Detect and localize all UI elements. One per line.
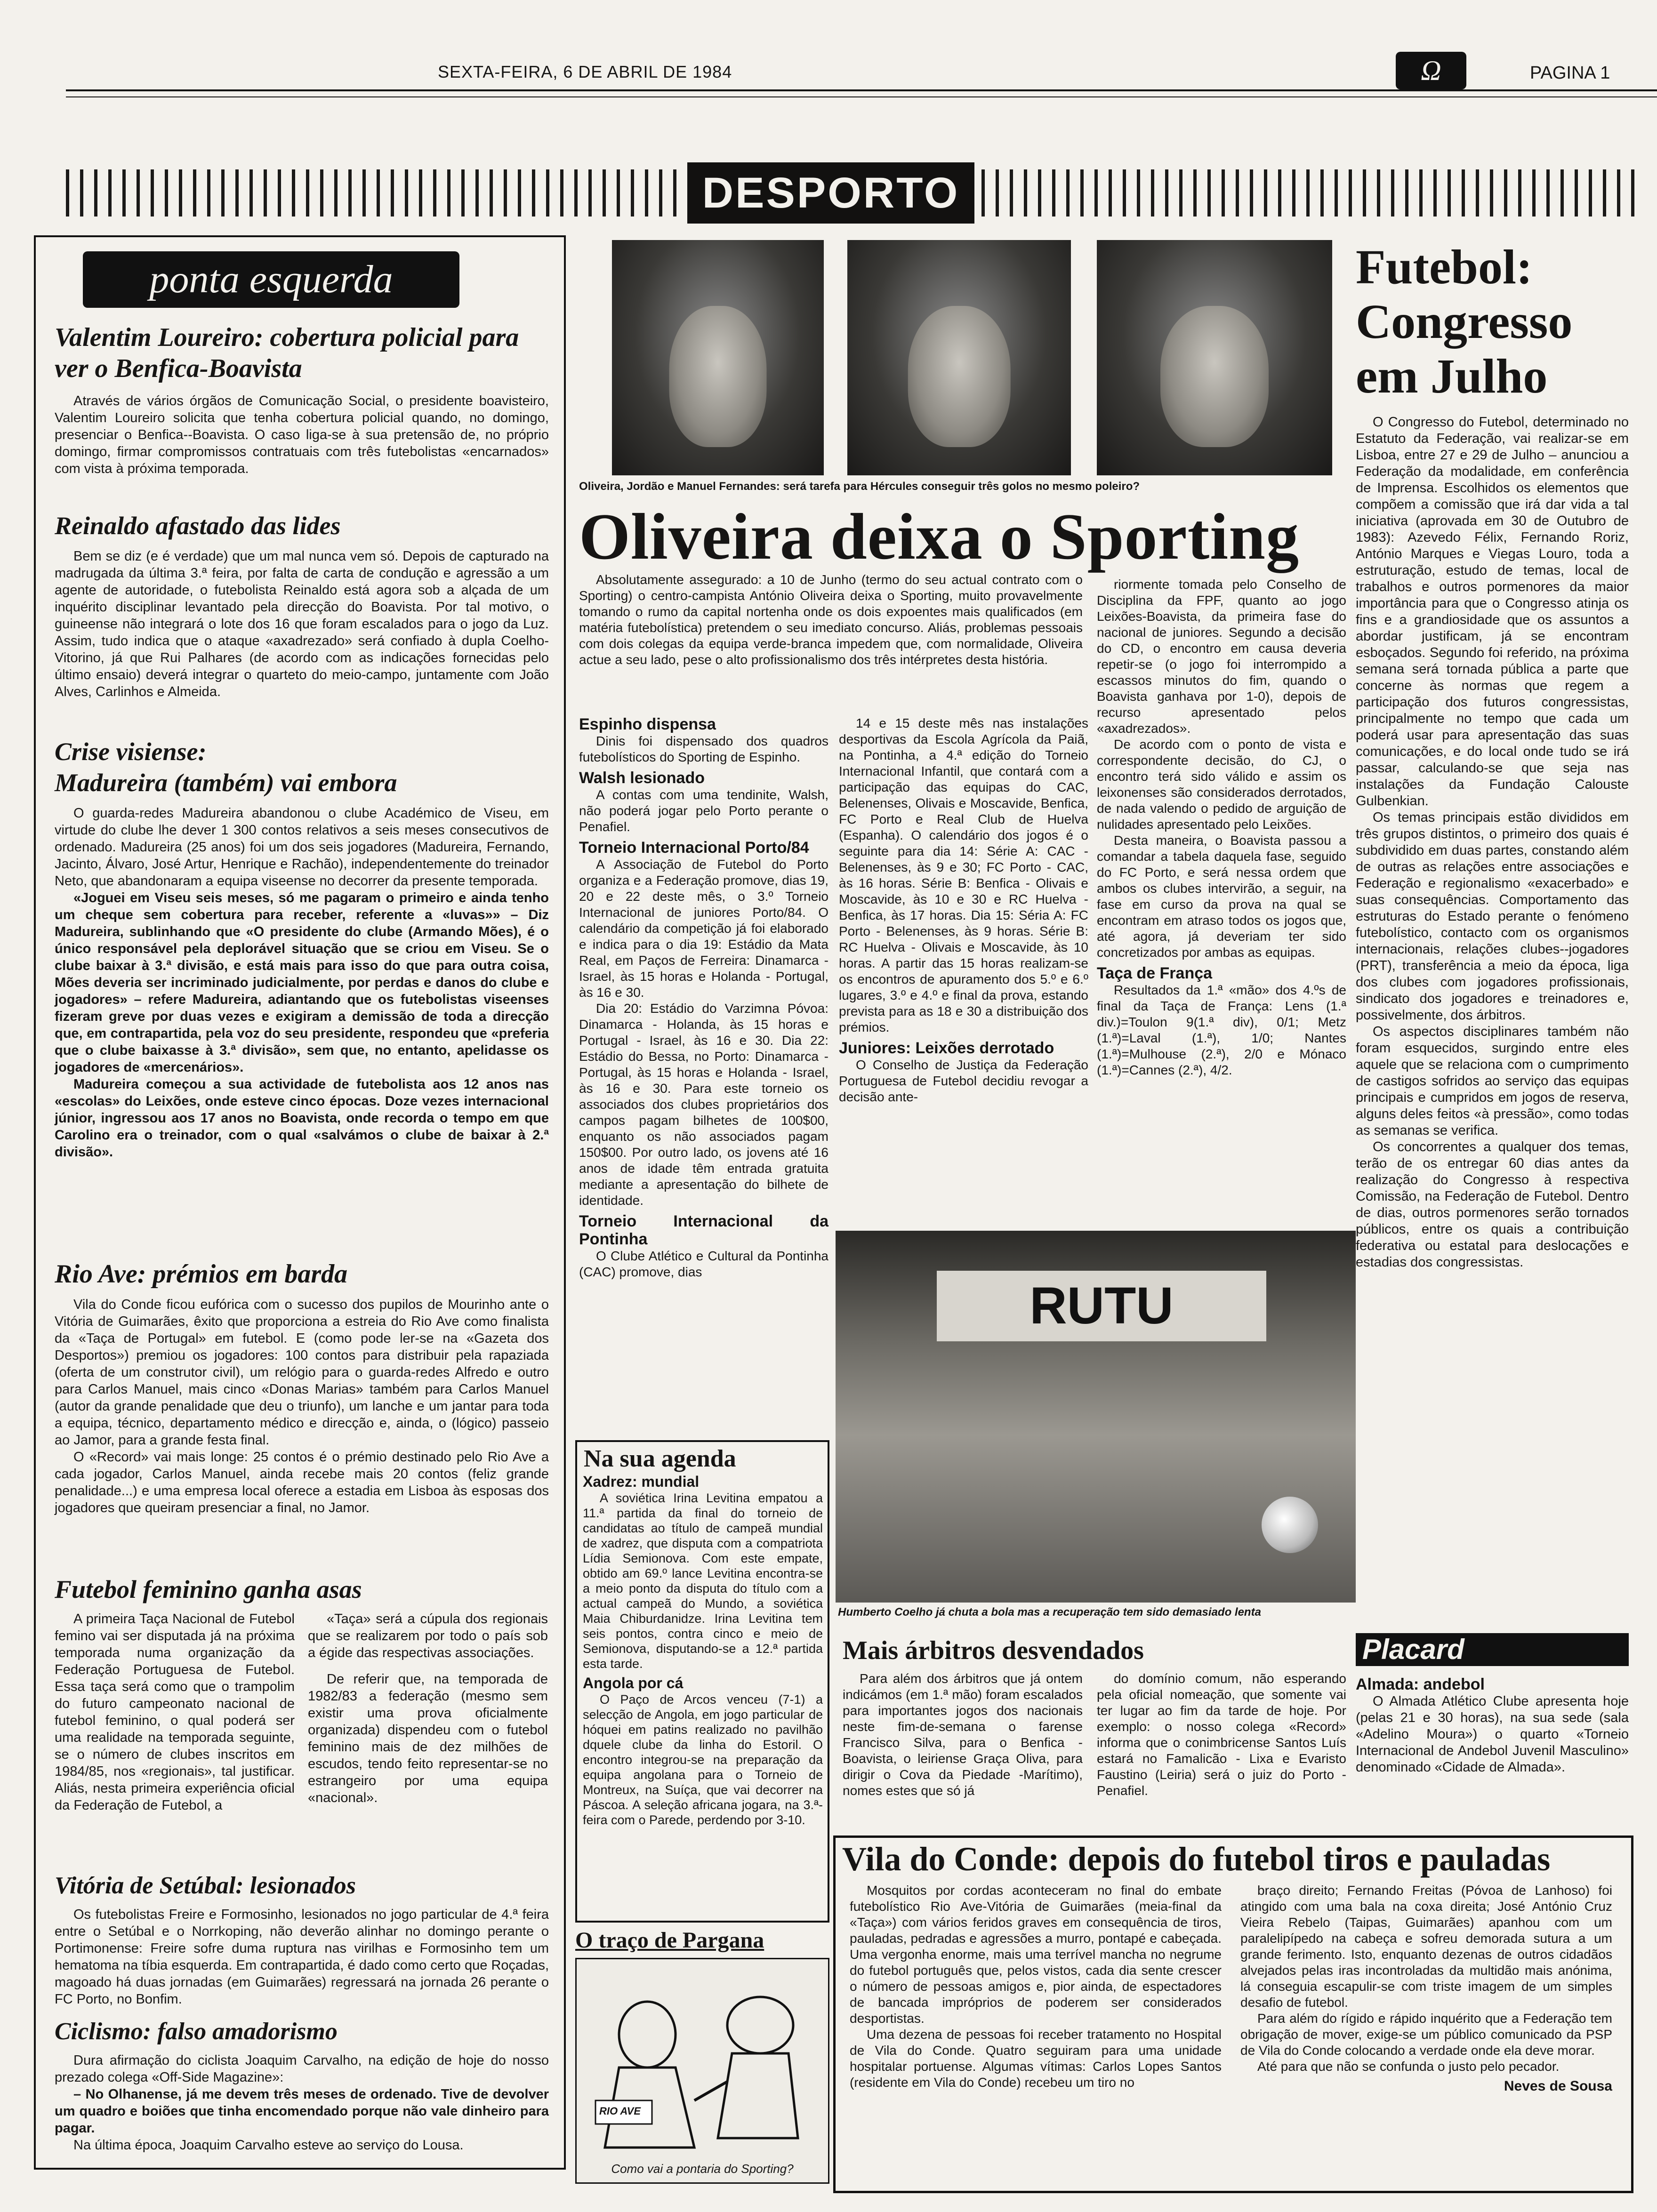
- body-rio-ave-2: O «Record» vai mais longe: 25 contos é o prémio destinado pelo Rio Ave a cada jogador, Carlos Manuel, ainda recebe mais 20 contos (feliz grande penalidade...) e uma empresa local oferece a estadia em Lisboa às esposas dos jogadores que queiram presenciar a final, no Jamor.: [55, 1450, 549, 1515]
- body-madureira-2: «Joguei em Viseu seis meses, só me pagaram o primeiro e ainda tenho um cheque sem cobertura para receber, referente a «luvas»» – Diz Madureira, sublinhando que «O presidente do clube (Armando Mões), é o único responsável pela deplorável situação que se criou em Viseu. Se o clube baixar à 3.ª divisão, e está mais para isso do que para outra coisa, Mões deveria ser incriminado judicialmente, por perdas e danos do clube e jogadores» – refere Madureira, adiantando que os futebolistas viseenses fizeram greve por duas vezes e exigiram a demissão de toda a direcção que, em contrapartida, pela voz do seu presidente, respondeu que «preferia que o clube baixasse à 3.ª divisão», sem que, no entanto, apelidasse os jogadores de «mercenários».: [55, 890, 549, 1075]
- subhead-juniores: Juniores: Leixões derrotado: [839, 1039, 1054, 1057]
- face-oliveira: [669, 306, 767, 447]
- text-vila-3: braço direito; Fernando Freitas (Póvoa de Lanhoso) foi atingido com uma bala na coxa direita; José António Cruz Vieira Rebelo (Taipas, Guimarães) apanhou com um paralelipípedo na cabeça e sofreu demorada sutura a um grande ferimento. Isto, enquanto dezenas de outros cidadãos alvejados pelas iras incontroladas da multidão mais anónima, lá conseguia escapulir-se com triste imagem de um simples desafio de futebol.: [1240, 1883, 1612, 2010]
- subhead-taca-franca: Taça de França: [1097, 964, 1213, 982]
- placard-body: [1356, 1675, 1629, 1776]
- byline-neves-de-sousa: Neves de Sousa: [1504, 2078, 1612, 2094]
- text-almada: O Almada Atlético Clube apresenta hoje (pelas 21 e 30 horas), na sua sede (sala «Adelino Moura») o quarto «Torneio Internacional de Andebol Juvenil Masculino» denominado «Cidade de Almada».: [1356, 1694, 1629, 1775]
- congresso-body: [1356, 414, 1629, 1271]
- placard-banner: Placard: [1356, 1633, 1629, 1666]
- body-ciclismo-3: Na última época, Joaquim Carvalho esteve ao serviço do Lousa.: [73, 2138, 464, 2153]
- body-ciclismo-2: – No Olhanense, já me devem três meses de ordenado. Tive de devolver um quadro e boiões que tinha encomendado porque não vale dinheiro para pagar.: [55, 2087, 549, 2136]
- cartoon-title: O traço de Pargana: [575, 1928, 764, 1953]
- dateline: SEXTA-FEIRA, 6 DE ABRIL DE 1984: [438, 62, 732, 81]
- cartoon-caption: Como vai a pontaria do Sporting?: [611, 2162, 794, 2176]
- article-futebol-feminino: [55, 1574, 549, 1814]
- column-badge: ponta esquerda: [83, 251, 459, 308]
- vila-do-conde-box: [833, 1835, 1633, 2193]
- text-arbitros-2: do domínio comum, não esperando pela oficial nomeação, que somente vai ter lugar ao fim da tarde de hoje. Por exemplo: o nosso colega «Record» informa que o conimbricense Santos Luís estará no Famalicão - Lixa e Evaristo Faustino (Leiria) será o juiz do Porto - Penafiel.: [1097, 1671, 1346, 1798]
- article-rio-ave: [55, 1258, 549, 1516]
- headline-vila-do-conde: Vila do Conde: depois do futebol tiros e pauladas: [842, 1840, 1551, 1878]
- text-torneio-2: Dia 20: Estádio do Varzimna Póvoa: Dinamarca - Holanda, às 15 horas e Portugal - Israel, às 16 e 30. Dia 22: Estádio do Bessa, no Porto: Dinamarca -Portugal, às 15 horas e Holanda - Israel, às 16 e 30. Para este torneio os associados dos clubes proprietários dos campos pagam bilhetes de 100$00, enquanto os não associados pagam 150$00. Por outro lado, os jovens até 16 anos de idade têm entrada gratuita mediante a apresentação do bilhete de identidade.: [579, 1001, 828, 1208]
- headline-arbitros: Mais árbitros desvendados: [843, 1636, 1144, 1665]
- body-madureira-3: Madureira começou a sua actividade de futebolista aos 12 anos nas «escolas» do Leixões, onde esteve cinco épocas. Doze vezes internacional júnior, ingressou aos 17 anos no Boavista, onde recorda o tempo em que Carolino era o treinador, com o qual «salvámos o clube de baixar à 2.ª divisão».: [55, 1077, 549, 1160]
- text-angola: O Paço de Arcos venceu (7-1) a selecção de Angola, em jogo particular de hóquei em patins realizado no pavilhão dquele clube da linha do Estoril. O encontro integrou-se na preparação da equipa angolana para o Torneio de Montreux, na Suíça, que vai decorrer na Páscoa. A seleção africana jogara, na 3.ª-feira com o Parede, perdendo por 3-10.: [583, 1692, 823, 1827]
- body-reinaldo: Bem se diz (e é verdade) que um mal nunca vem só. Depois de capturado na madrugada da última 3.ª feira, por falta de carta de condução e agressão a um agente de autoridade, o futebolista Reinaldo está agora sob a alçada de um inquérito disciplinar levantado pela direcção do Boavista. Por tal motivo, o guineense não integrará o lote dos 16 que foram escalados para o jogo da Luz. Assim, tudo indica que o ataque «axadrezado» será confiado à dupla Coelho-Vitorino, já que Rui Palhares (de acordo com as indicações fornecidas pelo último ensaio) deverá integrar o quarteto do meio-campo, juntamente com João Alves, Carlinhos e Almeida.: [55, 549, 549, 699]
- main-col-b: [839, 715, 1088, 1105]
- photo-manuel-fernandes: [1097, 240, 1332, 475]
- text-espinho: Dinis foi dispensado dos quadros futebolísticos do Sporting de Espinho.: [579, 734, 828, 764]
- photo-caption: Oliveira, Jordão e Manuel Fernandes: será tarefa para Hércules conseguir três golos no mesmo poleiro?: [579, 480, 1140, 493]
- arbitros-col-1: [843, 1671, 1083, 1799]
- text-torneio-1: A Associação de Futebol do Porto organiza e a Federação promove, dias 19, 20 e 22 deste mês, o 3.º Torneio Internacional de juniores Porto/84. O calendário da competição já foi elaborado e indica para o dia 19: Estádio da Mata Real, em Paços de Ferreira: Dinamarca - Israel, às 15 horas e Holanda - Portugal, às 16 e 30.: [579, 857, 828, 1000]
- article-setubal: [55, 1870, 549, 2008]
- stadium-ad-board: RUTU: [937, 1271, 1266, 1341]
- text-juniores: O Conselho de Justiça da Federação Portuguesa de Futebol decidiu revogar a decisão ante-: [839, 1058, 1088, 1104]
- photo-jordao: [847, 240, 1071, 475]
- body-feminino-3: De referir que, na temporada de 1982/83 a federação (mesmo sem existir uma prova oficialmente organizada) dispendeu com o futebol feminino mais de dez milhões de escudos, tendo feito representar-se no estrangeiro por uma equipa «nacional».: [308, 1672, 548, 1805]
- headline-crise: Crise visiense:: [55, 737, 207, 766]
- headline-congresso: Futebol: Congresso em Julho: [1356, 240, 1573, 403]
- top-rule-thin: [66, 96, 1657, 97]
- subhead-almada: Almada: andebol: [1356, 1675, 1485, 1693]
- cartoon-panel: [575, 1958, 829, 2184]
- body-madureira-1: O guarda-redes Madureira abandonou o clube Académico de Viseu, em virtude do clube lhe dever 1 300 contos relativos a seis meses consecutivos de ordenado. Madureira (25 anos) foi um dos seis jogadores (Madureira, Fernando, Jacinto, Álvaro, José Artur, Henrique e Rachão), independentemente do treinador Neto, que abandonaram a equipa viseense no decorrer da presente temporada.: [55, 806, 549, 889]
- subhead-xadrez: Xadrez: mundial: [583, 1473, 700, 1490]
- subhead-walsh: Walsh lesionado: [579, 769, 705, 787]
- page-number: PAGINA 1: [1530, 63, 1610, 83]
- banner-hatch-right: [981, 169, 1641, 216]
- body-feminino-2: «Taça» será a cúpula dos regionais que se realizarem por todo o país sob a égide das respectivas associações.: [308, 1611, 548, 1660]
- body-rio-ave-1: Vila do Conde ficou eufórica com o sucesso dos pupilos de Mourinho ante o Vitória de Guimarães, êxito que proporciona a estreia do Rio Ave como finalista da «Taça de Portugal» em futebol. E (como pode ler-se na «Gazeta dos Desportos») premiou os jogadores: 100 contos para distribuir pela rapaziada (oferta de um construtor civil), um relógio para o guarda-redes Alfredo e outro para Carlos Manuel, mais cinco «Donas Marias» também para Carlos Manuel (autor da grande penalidade que deu o triunfo), um lanche e um jantar para toda a equipa, técnico, departamento médico e direcção e, ainda, o (lógico) passeio ao Jamor, para a grande festa final.: [55, 1297, 549, 1448]
- section-banner: DESPORTO: [687, 162, 974, 224]
- text-congresso-2: Os temas principais estão divididos em três grupos distintos, o primeiro dos quais é subdividido em duas partes, constando além de outras as relações entre associações e Federação e regionalismo «exacerbado» e suas consequências. Comportamento das estruturas do Estado perante o fenómeno futebolístico, contacto com os organismos internacionais, relações clubes--jogadores (PRT), transferência a meio da época, liga dos clubes com jogadores profissionais, sindicato dos jogadores e treinadores e, possivelmente, dos árbitros.: [1356, 810, 1629, 1023]
- text-vila-1: Mosquitos por cordas aconteceram no final do embate futebolístico Rio Ave-Vitória de Guimarães (meia-final da «Taça») com vários feridos graves em consequência de tiros, pauladas, pedradas e agressões a murro, pontapé e cabeçada. Uma vergonha enorme, mais uma terrível mancha no negrume do futebol português que, pelos vistos, cada dia sente crescer o número de pessoas amigos e, pior ainda, de espectadores de bancada impróprios de poderem ser considerados desportistas.: [850, 1883, 1222, 2026]
- photo-oliveira: [612, 240, 824, 475]
- main-col-c: [1097, 577, 1346, 1078]
- newspaper-logo: Ω: [1396, 52, 1466, 89]
- text-vila-2: Uma dezena de pessoas foi receber tratamento no Hospital de Vila do Conde. Quatro seguiram para uma unidade hospitalar portuense. Algumas vítimas: Carlos Lopes Santos (residente em Vila do Conde) recebeu um tiro no: [850, 2027, 1222, 2090]
- text-vila-5: Até para que não se confunda o justo pelo pecador.: [1257, 2059, 1560, 2074]
- text-pontinha: O Clube Atlético e Cultural da Pontinha (CAC) promove, dias: [579, 1249, 828, 1279]
- subhead-espinho: Espinho dispensa: [579, 715, 716, 733]
- top-rule: [66, 89, 1657, 91]
- text-xadrez: A soviética Irina Levitina empatou a 11.ª partida da final do torneio de candidatas ao título de campeã mundial de xadrez, que disputa com a compatriota Lídia Semionova. Com este empate, obtido am 69.º lance Levitina encontra-se a meio ponto da disputa do título com a actual campeã do Mundo, a soviética Maia Chiburdanidze. Irina Levitina tem seis pontos, contra cinco e meio de Semionova, disputando-se a 12.ª partida esta tarde.: [583, 1491, 823, 1671]
- face-jordao: [908, 306, 1011, 447]
- article-madureira: [55, 736, 549, 1161]
- main-headline: Oliveira deixa o Sporting: [579, 500, 1299, 573]
- left-column: [34, 235, 566, 2170]
- text-pontinha-cont: 14 e 15 deste mês nas instalações desportivas da Escola Agrícola da Paiã, na Pontinha, a 4.ª edição do Torneio Internacional Infantil, que contará com a participação das equipas do CAC, Belenenses, Olivais e Moscavide, Benfica, FC Porto e Real Club de Huelva (Espanha). O calendário dos jogos é o seguinte para dia 14: Série A: CAC - Belenenses, às 9 e 30; FC Porto - CAC, às 16 horas. Série B: Benfica - Olivais e Moscavide, às 10 e 30 e RC Huelva - Benfica, às 17 horas. Dia 15: Séria A: FC Porto - Belenenses, às 9 horas. Série B: RC Huelva - Olivais e Moscavide, às 10 horas. A partir das 15 horas realizam-se os encontros de apuramento dos 5.º e 6.º lugares, 3.º e 4.º e final da prova, estando prevista para as 18 e 30 a distribuição dos prémios.: [839, 716, 1088, 1034]
- cartoon-sign: RIO AVE: [599, 2105, 641, 2117]
- headline-valentim: Valentim Loureiro: cobertura policial para ver o Benfica-Boavista: [55, 323, 519, 383]
- headline-feminino: Futebol feminino ganha asas: [55, 1575, 362, 1603]
- face-manuel-fernandes: [1160, 306, 1269, 447]
- main-col-a: [579, 715, 828, 1280]
- article-reinaldo: [55, 510, 549, 700]
- headline-rio-ave: Rio Ave: prémios em barda: [55, 1259, 348, 1289]
- article-valentim: [55, 322, 549, 477]
- field-photo-caption: Humberto Coelho já chuta a bola mas a recuperação tem sido demasiado lenta: [838, 1606, 1261, 1619]
- agenda-title: Na sua agenda: [584, 1445, 736, 1472]
- article-ciclismo: [55, 2016, 549, 2154]
- text-vila-4: Para além do rígido e rápido inquérito que a Federação tem obrigação de mover, exige-se um público comunicado da PSP de Vila do Conde colocando a verdade onde ela deve morar.: [1240, 2011, 1612, 2058]
- text-juniores-cont: riormente tomada pelo Conselho de Disciplina da FPF, quanto ao jogo Leixões-Boavista, da primeira fase do nacional de juniores. Segundo a decisão do CD, o encontro em causa deveria repetir-se (o jogo foi interrompido a escassos minutos do fim, quando o Boavista ganhava por 1-0), depois de recurso apresentado pelos «axadrezados».: [1097, 577, 1346, 736]
- lead-text: Absolutamente assegurado: a 10 de Junho (termo do seu actual contrato com o Sporting) o centro-campista António Oliveira deixa o Sporting, muito provavelmente tomando o rumo da capital nortenha onde os dois expoentes mais qualificados (em matéria futebolística) pretendem o seu imediato concurso. Aliás, problemas pessoais com dois colegas da equipa verde-branca impedem que, com normalidade, Oliveira actue a seu lado, pese o alto profissionalismo dos três intérpretes desta história.: [579, 572, 1083, 667]
- subhead-pontinha: Torneio Internacional da Pontinha: [579, 1212, 828, 1248]
- text-congresso-4: Os concorrentes a qualquer dos temas, terão de os entregar 60 dias antes da realização do Congresso à respectiva Comissão, na Federação de Futebol. Dentro de dias, outros pormenores serão tornados públicos, entre os quais a contribuição federativa ou estatal para deslocações e estadias dos congressistas.: [1356, 1139, 1629, 1270]
- subhead-angola: Angola por cá: [583, 1675, 684, 1691]
- arbitros-col-2: [1097, 1671, 1346, 1799]
- cartoon-drawing: [577, 1959, 828, 2182]
- text-congresso-3: Os aspectos disciplinares também não foram esquecidos, surgindo entre eles aquele que se relaciona com o cumprimento de castigos sofridos ao serviço das equipas principais e cumpridos em jogos de reserva, alguns deles feitos «à pressão», como todas as semanas se verifica.: [1356, 1024, 1629, 1138]
- body-ciclismo-1: Dura afirmação do ciclista Joaquim Carvalho, na edição de hoje do nosso prezado colega «Off-Side Magazine»:: [55, 2053, 549, 2085]
- text-congresso-1: O Congresso do Futebol, determinado no Estatuto da Federação, vai realizar-se em Lisboa, entre 27 e 29 de Julho – anunciou a Federação da modalidade, em conferência de Imprensa. Escolhidos os elementos que compõem a comissão que irá dar vida a tal iniciativa (aprovada em 30 de Outubro de 1983): Azevedo Félix, Fernando Roriz, António Marques e Viegas Louro, toda a estruturação, estudo de temas, local de trabalhos e outros pormenores da maior importância para que o Congresso atinja os fins e a grandiosidade que os assuntos a abordar justificam, já se encontram esboçados. Segundo foi referido, na próxima semana será tornada pública a parte que concerne às normas que regem a participação dos futuros congressistas, principalmente no tempo que cada um poderá usar para apresentação das suas comunicações, e do local onde tudo se irá passar, calculando-se que seja nas instalações da Fundação Calouste Gulbenkian.: [1356, 415, 1629, 809]
- text-walsh: A contas com uma tendinite, Walsh, não poderá jogar pelo Porto perante o Penafiel.: [579, 787, 828, 834]
- banner-hatch-left: [66, 169, 683, 216]
- text-boavista-table: Desta maneira, o Boavista passou a comandar a tabela daquela fase, seguido do FC Porto, e será nessa ordem que ambos os clubes intervirão, a seguir, na fase em curso da prova na qual se encontram em atraso todos os jogos que, até agora, já deveriam ter sido concretizados por ambas as equipas.: [1097, 833, 1346, 960]
- text-taca-franca: Resultados da 1.ª «mão» dos 4.ºs de final da Taça de França: Lens (1.ª div.)=Toulon 9(1.ª div), 0/1; Metz (1.ª)=Laval (1.ª), 1/0; Nantes (1.ª)=Mulhouse (2.ª), 2/0 e Mónaco (1.ª)=Cannes (2.ª), 4/2.: [1097, 983, 1346, 1077]
- body-feminino-1: A primeira Taça Nacional de Futebol femino vai ser disputada já na próxima temporada numa organização da Federação Portuguesa de Futebol. Essa taça será como que o trampolim do futuro campeonato nacional de futebol feminino, o qual poderá ser uma realidade na temporada seguinte, se o número de clubes inscritos em 1984/85, nos «regionais», tal justificar. Aliás, nesta primeira experiência oficial da Federação de Futebol, a: [55, 1611, 295, 1813]
- football: [1262, 1497, 1318, 1553]
- text-arbitros-1: Para além dos árbitros que já ontem indicámos (em 1.ª mão) foram escalados para importantes jogos dos nacionais neste fim-de-semana o farense Francisco Silva, para o Benfica - Boavista, o leiriense Graça Oliva, para dirigir o Cova da Piedade -Marítimo), nomes estes que só já: [843, 1671, 1083, 1798]
- main-lead: [579, 572, 1083, 668]
- agenda-box: [575, 1440, 829, 1923]
- headline-madureira: Madureira (também) vai embora: [55, 769, 397, 797]
- headline-reinaldo: Reinaldo afastado das lides: [55, 512, 341, 540]
- body-valentim: Através de vários órgãos de Comunicação Social, o presidente boavisteiro, Valentim Loureiro solicita que tenha cobertura policial quando, no domingo, presenciar o Benfica--Boavista. O caso liga-se à sua pretensão de, no próprio domingo, firmar compromissos contratuais com três futebolistas «encarnados» com vista à próxima temporada.: [55, 393, 549, 476]
- subhead-torneio-porto: Torneio Internacional Porto/84: [579, 839, 809, 857]
- body-setubal: Os futebolistas Freire e Formosinho, lesionados no jogo particular de 4.ª feira entre o Setúbal e o Norrkoping, não deverão alinhar no domingo perante o Portimonense: Freire sofre duma ruptura nas virilhas e Formosinho tem um hematoma na tíbia esquerda. Em contrapartida, é dado como certo que Roçadas, magoado há duas jornadas (em Guimarães) regressará na jornada 26 perante o FC Porto, no Bonfim.: [55, 1907, 549, 2007]
- headline-ciclismo: Ciclismo: falso amadorismo: [55, 2018, 338, 2045]
- text-cj-decision: De acordo com o ponto de vista e correspondente decisão, do CJ, o encontro terá sido válido e assim os leixonenses são considerados derrotados, de nada valendo o pedido de arguição de nulidades apresentado pelo Leixões.: [1097, 737, 1346, 832]
- headline-setubal: Vitória de Setúbal: lesionados: [55, 1872, 356, 1899]
